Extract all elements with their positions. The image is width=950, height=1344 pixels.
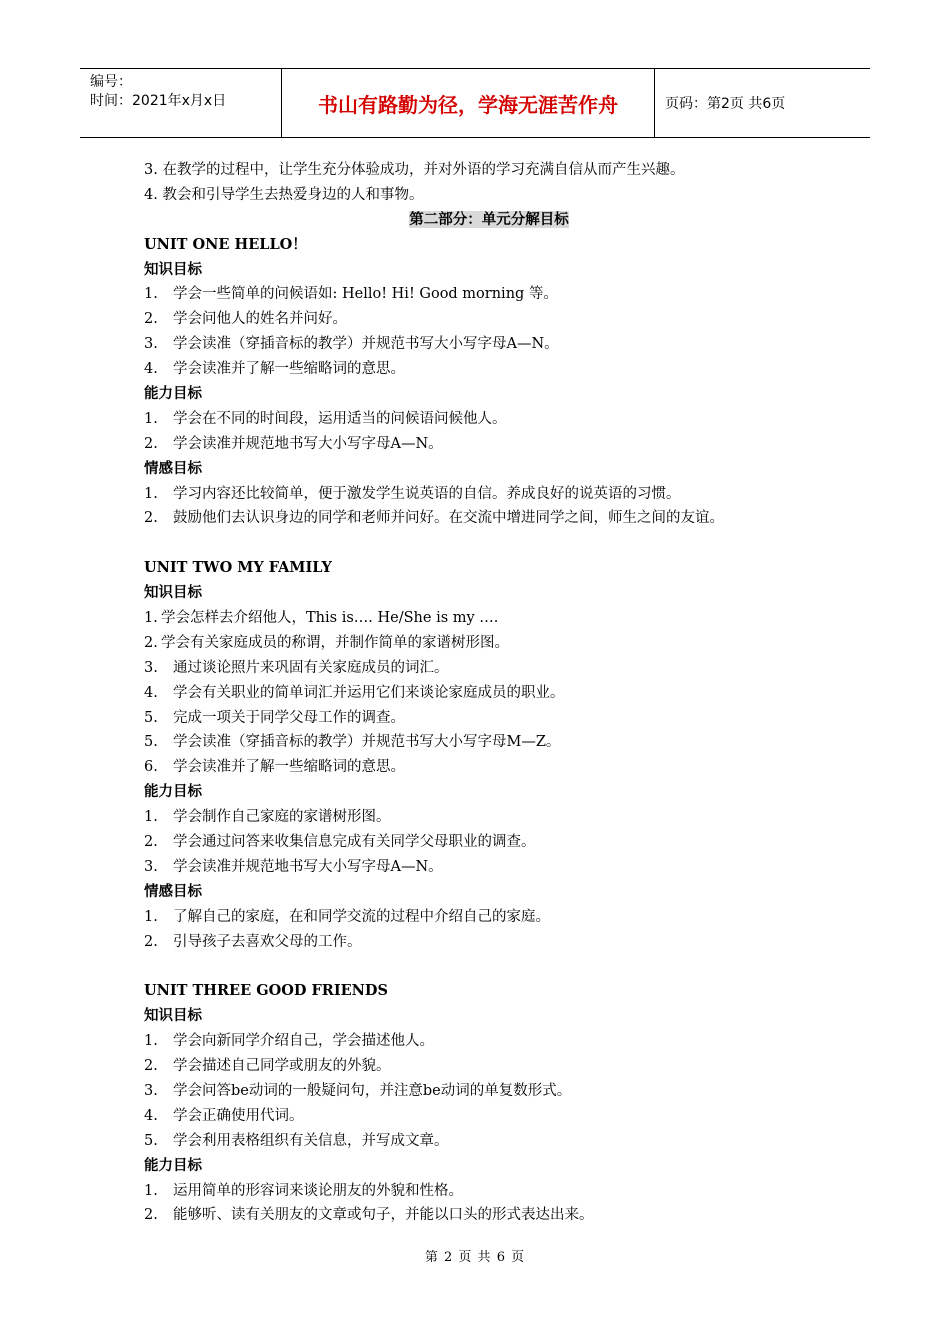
group-heading: 能力目标 bbox=[144, 386, 202, 403]
blank-line bbox=[144, 531, 834, 556]
list-item-number: 1. bbox=[144, 485, 158, 502]
list-item-number: 2. bbox=[144, 1058, 158, 1075]
section-title: 第二部分：单元分解目标 bbox=[409, 210, 569, 228]
list-item-number: 2. bbox=[144, 1207, 158, 1224]
list-item-number: 5. bbox=[144, 709, 158, 726]
intro-item: 3. 在教学的过程中，让学生充分体验成功，并对外语的学习充满自信从而产生兴趣。 bbox=[144, 162, 685, 178]
list-item bbox=[144, 332, 834, 357]
list-item bbox=[144, 855, 834, 880]
list-item-text: 学会读准（穿插音标的教学）并规范书写大小写字母A—N。 bbox=[173, 336, 559, 353]
page-header bbox=[80, 68, 870, 138]
list-item-text: 引导孩子去喜欢父母的工作。 bbox=[173, 933, 362, 950]
units-container bbox=[144, 233, 834, 1229]
list-item-number: 2. bbox=[144, 510, 158, 527]
list-item-text: 通过谈论照片来巩固有关家庭成员的词汇。 bbox=[173, 659, 449, 676]
group-heading: 知识目标 bbox=[144, 585, 202, 602]
list-item-number: 4. bbox=[144, 1107, 158, 1124]
list-item-text: 了解自己的家庭，在和同学交流的过程中介绍自己的家庭。 bbox=[173, 908, 550, 925]
group-heading: 知识目标 bbox=[144, 1008, 202, 1025]
list-item-text: 学会通过问答来收集信息完成有关同学父母职业的调查。 bbox=[173, 834, 536, 851]
blank-line bbox=[144, 955, 834, 980]
list-item-number: 3. bbox=[144, 336, 158, 353]
list-item bbox=[144, 282, 834, 307]
list-item-text: 能够听、读有关朋友的文章或句子，并能以口头的形式表达出来。 bbox=[173, 1207, 594, 1224]
list-item bbox=[144, 1079, 834, 1104]
list-item-text: 学会读准并规范地书写大小写字母A—N。 bbox=[173, 858, 443, 875]
group-heading: 知识目标 bbox=[144, 261, 202, 278]
unit-title: UNIT ONE HELLO！ bbox=[144, 235, 307, 253]
list-item bbox=[144, 1104, 834, 1129]
list-item-number: 4. bbox=[144, 684, 158, 701]
list-item bbox=[144, 930, 834, 955]
list-item-text: 学会问答be动词的一般疑问句，并注意be动词的单复数形式。 bbox=[173, 1082, 572, 1099]
list-item bbox=[144, 307, 834, 332]
list-item-number: 4. bbox=[144, 361, 158, 378]
header-page-label: 页码：第2页 共6页 bbox=[665, 96, 786, 112]
list-item-number: 1. bbox=[144, 610, 158, 627]
list-item bbox=[144, 357, 834, 382]
unit-title: UNIT TWO MY FAMILY bbox=[144, 559, 332, 577]
list-item bbox=[144, 432, 834, 457]
list-item-text: 学会利用表格组织有关信息，并写成文章。 bbox=[173, 1132, 449, 1149]
list-item bbox=[144, 1179, 834, 1204]
header-motto: 书山有路勤为径，学海无涯苦作舟 bbox=[282, 69, 655, 137]
list-item bbox=[144, 1029, 834, 1054]
list-item bbox=[144, 730, 834, 755]
list-item bbox=[144, 506, 834, 531]
page-footer: 第 2 页 共 6 页 bbox=[424, 1250, 526, 1265]
list-item-text: 学会有关家庭成员的称谓，并制作简单的家谱树形图。 bbox=[161, 634, 509, 651]
list-item-number: 1. bbox=[144, 809, 158, 826]
list-item-number: 2. bbox=[144, 435, 158, 452]
list-item-text: 学会读准并了解一些缩略词的意思。 bbox=[173, 759, 405, 776]
list-item-text: 学会有关职业的简单词汇并运用它们来谈论家庭成员的职业。 bbox=[173, 684, 565, 701]
list-item-number: 1. bbox=[144, 1182, 158, 1199]
list-item-text: 学会向新同学介绍自己，学会描述他人。 bbox=[173, 1033, 434, 1050]
list-item-text: 完成一项关于同学父母工作的调查。 bbox=[173, 709, 405, 726]
list-item-number: 3. bbox=[144, 1082, 158, 1099]
list-item-number: 1. bbox=[144, 410, 158, 427]
list-item-number: 5. bbox=[144, 734, 158, 751]
list-item bbox=[144, 631, 834, 656]
list-item bbox=[144, 1054, 834, 1079]
list-item bbox=[144, 1203, 834, 1228]
group-heading: 情感目标 bbox=[144, 883, 202, 900]
list-item bbox=[144, 482, 834, 507]
list-item-text: 学会在不同的时间段，运用适当的问候语问候他人。 bbox=[173, 410, 507, 427]
time-label: 时间：2021年x月x日 bbox=[90, 93, 227, 109]
document-body bbox=[144, 158, 834, 1228]
list-item-text: 学会怎样去介绍他人，This is…. He/She is my …. bbox=[161, 610, 499, 627]
list-item-text: 鼓励他们去认识身边的同学和老师并问好。在交流中增进同学之间，师生之间的友谊。 bbox=[173, 510, 724, 527]
list-item bbox=[144, 905, 834, 930]
group-heading: 能力目标 bbox=[144, 1157, 202, 1174]
serial-label: 编号： bbox=[90, 74, 132, 90]
list-item-number: 3. bbox=[144, 659, 158, 676]
list-item-text: 学会制作自己家庭的家谱树形图。 bbox=[173, 809, 391, 826]
list-item bbox=[144, 656, 834, 681]
list-item-text: 运用简单的形容词来谈论朋友的外貌和性格。 bbox=[173, 1182, 463, 1199]
list-item bbox=[144, 706, 834, 731]
list-item-text: 学会读准（穿插音标的教学）并规范书写大小写字母M—Z。 bbox=[173, 734, 561, 751]
list-item-text: 学会正确使用代词。 bbox=[173, 1107, 304, 1124]
list-item-text: 学会问他人的姓名并问好。 bbox=[173, 311, 347, 328]
group-heading: 能力目标 bbox=[144, 784, 202, 801]
list-item bbox=[144, 805, 834, 830]
group-heading: 情感目标 bbox=[144, 460, 202, 477]
list-item-text: 学会读准并了解一些缩略词的意思。 bbox=[173, 361, 405, 378]
list-item-number: 2. bbox=[144, 634, 158, 651]
header-meta bbox=[80, 69, 282, 137]
list-item-number: 2. bbox=[144, 933, 158, 950]
list-item-text: 学会一些简单的问候语如: Hello! Hi! Good morning 等。 bbox=[173, 286, 558, 303]
list-item bbox=[144, 681, 834, 706]
list-item bbox=[144, 830, 834, 855]
list-item bbox=[144, 755, 834, 780]
list-item-number: 2. bbox=[144, 834, 158, 851]
list-item-text: 学会读准并规范地书写大小写字母A—N。 bbox=[173, 435, 443, 452]
list-item-text: 学习内容还比较简单，便于激发学生说英语的自信。养成良好的说英语的习惯。 bbox=[173, 485, 681, 502]
intro-item: 4. 教会和引导学生去热爱身边的人和事物。 bbox=[144, 186, 424, 203]
list-item-number: 1. bbox=[144, 908, 158, 925]
list-item-number: 6. bbox=[144, 759, 158, 776]
list-item-number: 3. bbox=[144, 858, 158, 875]
list-item bbox=[144, 407, 834, 432]
list-item-number: 1. bbox=[144, 1033, 158, 1050]
unit-title: UNIT THREE GOOD FRIENDS bbox=[144, 982, 388, 1000]
list-item-number: 5. bbox=[144, 1132, 158, 1149]
list-item-number: 1. bbox=[144, 286, 158, 303]
list-item-number: 2. bbox=[144, 311, 158, 328]
list-item-text: 学会描述自己同学或朋友的外貌。 bbox=[173, 1058, 391, 1075]
list-item bbox=[144, 1129, 834, 1154]
list-item bbox=[144, 606, 834, 631]
